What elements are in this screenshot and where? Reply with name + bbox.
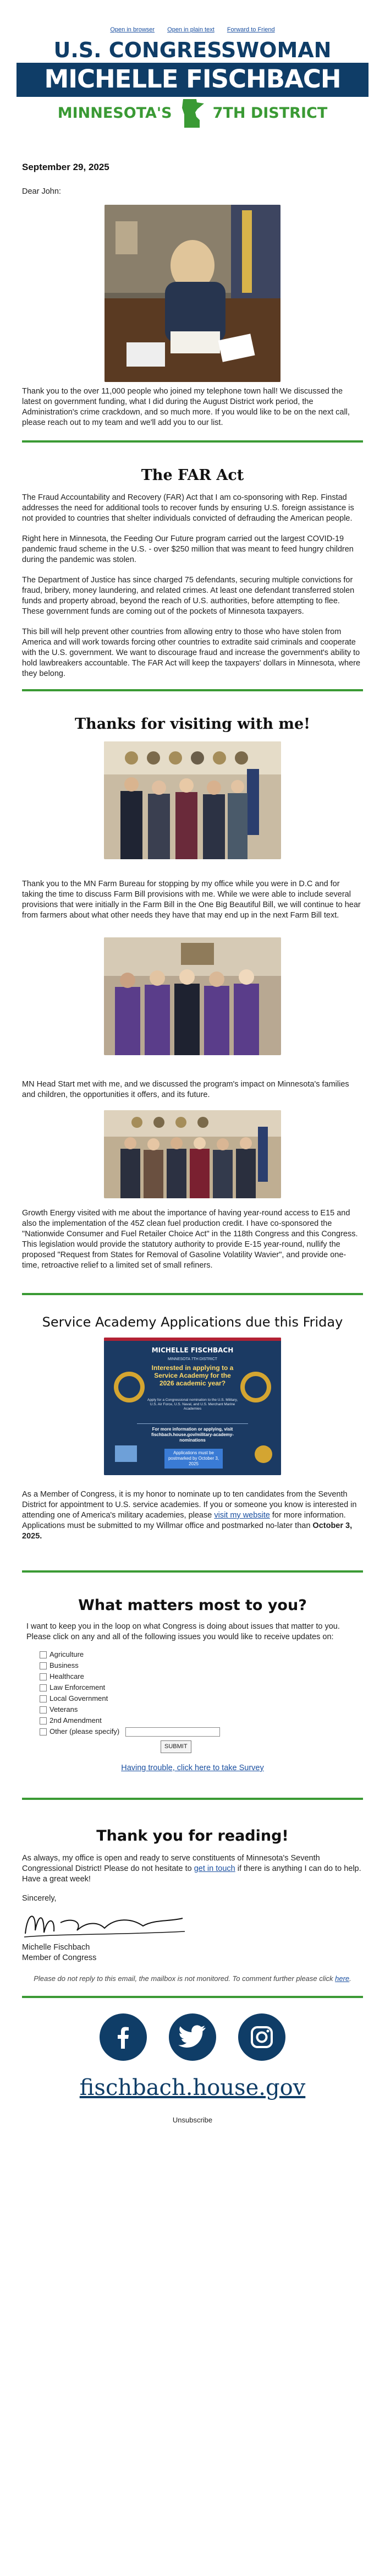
open-in-browser-link[interactable]: Open in browser bbox=[110, 26, 155, 33]
other-issue-input[interactable] bbox=[125, 1727, 220, 1737]
masthead bbox=[16, 39, 369, 130]
facebook-icon[interactable] bbox=[100, 2013, 147, 2061]
main-content bbox=[0, 162, 385, 1998]
far-act-paragraph-4: This bill will help prevent other countries from allowing entry to those who have stolen from America and will work towards forcing other countries to extradite said criminals and cooperate with the U.S. government. We want to discourage fraud and increase the government's ability to hold lawbreakers accountable. The FAR Act will keep the taxpayers' dollars in Minnesota, where they belong. bbox=[22, 627, 361, 678]
instagram-icon[interactable] bbox=[238, 2013, 285, 2061]
far-act-paragraph-3: The Department of Justice has since charged 75 defendants, securing multiple convictions for fraud, bribery, money laundering, and related crimes. At least one defendant transferred stolen funds and property abroad, beyond the reach of U.S. authorities, before attempting to flee. These government funds are coming out of the pockets of Minnesota taxpayers. bbox=[22, 576, 355, 616]
minnesota-map-icon bbox=[180, 98, 205, 129]
flyer-subtitle: MINNESOTA 7TH DISTRICT bbox=[167, 1357, 218, 1361]
survey-option bbox=[40, 1704, 363, 1715]
survey-checkbox[interactable] bbox=[40, 1651, 47, 1658]
survey-option bbox=[40, 1671, 363, 1682]
survey-option-label: Business bbox=[50, 1661, 79, 1669]
farm-bureau-paragraph: Thank you to the MN Farm Bureau for stopping by my office while you were in D.C and for taking the time to discuss Farm Bill provisions with me. While we were able to include several provisions that were initially in the Farm Bill in the One Big Beautiful Bill, we will continue to hear from farmers about what other needs they have that may end up in the next Farm Bill text. bbox=[22, 880, 361, 920]
academy-deadline-date: October 3, 2025. bbox=[22, 1521, 353, 1541]
survey-checkbox[interactable] bbox=[40, 1728, 47, 1735]
sincerely: Sincerely, bbox=[22, 1894, 57, 1903]
masthead-district bbox=[16, 97, 369, 130]
social-links bbox=[0, 2013, 385, 2061]
greeting: Dear John: bbox=[22, 187, 61, 196]
survey-option bbox=[40, 1660, 363, 1671]
survey-option-label: Healthcare bbox=[50, 1672, 84, 1680]
survey-checkbox[interactable] bbox=[40, 1662, 47, 1669]
masthead-title: U.S. CONGRESSWOMAN bbox=[53, 38, 332, 62]
far-act-title: The FAR Act bbox=[141, 467, 244, 484]
get-in-touch-link[interactable]: get in touch bbox=[194, 1864, 235, 1873]
survey-option bbox=[40, 1726, 363, 1737]
flyer-headline: Interested in applying to a Service Academy for the 2026 academic year? bbox=[151, 1364, 234, 1387]
no-reply-text: Please do not reply to this email, the mailbox is not monitored. To comment further please click bbox=[34, 1974, 336, 1983]
closing-text-b: if there is anything I can do to help. Have a great week! bbox=[22, 1864, 361, 1884]
survey-option bbox=[40, 1693, 363, 1704]
visiting-title: Thanks for visiting with me! bbox=[74, 716, 311, 733]
masthead-name: MICHELLE FISCHBACH bbox=[16, 63, 369, 97]
no-reply-note bbox=[22, 1973, 363, 1984]
survey-checkbox[interactable] bbox=[40, 1706, 47, 1713]
closing-text-a: As always, my office is open and ready to serve constituents of Minnesota's Seventh Congressional District! Please do not hesitate to bbox=[22, 1854, 320, 1873]
academy-website-link[interactable]: visit my website bbox=[214, 1511, 270, 1520]
survey-option bbox=[40, 1682, 363, 1693]
survey-trouble-link[interactable]: Having trouble, click here to take Survey bbox=[121, 1764, 264, 1772]
survey-option-label: 2nd Amendment bbox=[50, 1716, 102, 1724]
survey-option-label: Agriculture bbox=[50, 1650, 84, 1658]
flyer-deadline: Applications must be postmarked by October 3, 2025 bbox=[164, 1449, 223, 1469]
telephone-town-hall-photo bbox=[105, 205, 280, 382]
survey-checkbox[interactable] bbox=[40, 1717, 47, 1724]
growth-energy-paragraph: Growth Energy visited with me about the importance of having year-round access to E15 and also the implementation of the 45Z clean fuel production credit. I have co-sponsored the "Nationwide Consumer and Fuel Retailer Choice Act" in the 118th Congress and this Congress. This legislation would provide the statutory authority to provide E-15 year-round, nullify the proposed "Request from States for Removal of Gasoline Volatility Wavier", and provide one-time, retroactive relief to a limited set of small refiners. bbox=[22, 1209, 358, 1270]
section-divider bbox=[22, 1996, 363, 1998]
email-date: September 29, 2025 bbox=[22, 162, 109, 172]
intro-paragraph: Thank you to the over 11,000 people who joined my telephone town hall! We discussed the latest on government funding, what I did during the August District work period, the Administration's crime crackdown, and so much more. If you would like to be on the next call, please reach out to my team and we'll add you to our list. bbox=[22, 387, 350, 427]
no-reply-period: . bbox=[349, 1974, 351, 1983]
signer-role: Member of Congress bbox=[22, 1953, 97, 1962]
signer-name: Michelle Fischbach bbox=[22, 1943, 90, 1952]
academy-text-a: As a Member of Congress, it is my honor to nominate up to ten candidates from the Seventh District for appointment to U.S. service academies. If you or someone you know is interested in attending one of America's military academies, please bbox=[22, 1490, 357, 1520]
survey-checkbox[interactable] bbox=[40, 1684, 47, 1691]
far-act-paragraph-2: Right here in Minnesota, the Feeding Our Future program carried out the largest COVID-19 pandemic fraud scheme in the U.S. - over $250 million that was meant to feed hungry children during the pandemic was stolen. bbox=[22, 534, 354, 564]
comment-here-link[interactable]: here bbox=[335, 1974, 350, 1983]
academy-title: Service Academy Applications due this Friday bbox=[42, 1314, 343, 1330]
survey-option bbox=[40, 1649, 363, 1660]
survey-option-label: Law Enforcement bbox=[50, 1683, 106, 1691]
website-link[interactable]: fischbach.house.gov bbox=[79, 2075, 306, 2100]
top-links bbox=[0, 0, 385, 34]
closing-paragraph bbox=[22, 1853, 363, 1885]
head-start-paragraph: MN Head Start met with me, and we discussed the program's impact on Minnesota's families and children, the opportunities it offers, and its future. bbox=[22, 1080, 349, 1099]
flyer-name: MICHELLE FISCHBACH bbox=[151, 1346, 234, 1354]
farm-bureau-photo bbox=[104, 741, 281, 859]
far-act-paragraph-1: The Fraud Accountability and Recovery (FAR) Act that I am co-sponsoring with Rep. Finstad addresses the need for additional tools to recover funds by ensuring U.S. foreign assistance is not provided to countries that shelter individuals convicted of defrauding the American people. bbox=[22, 493, 354, 523]
survey-checkbox[interactable] bbox=[40, 1673, 47, 1680]
academy-flyer bbox=[104, 1338, 281, 1475]
survey-option bbox=[40, 1715, 363, 1726]
growth-energy-photo bbox=[104, 1110, 281, 1198]
survey-option-label: Local Government bbox=[50, 1694, 108, 1702]
signature-image bbox=[22, 1906, 187, 1941]
masthead-state: MINNESOTA'S bbox=[57, 105, 172, 122]
academy-text-b: for more information. Applications must be submitted to my Willmar office and postmarked no-later than bbox=[22, 1511, 346, 1530]
unsubscribe-link[interactable]: Unsubscribe bbox=[172, 2116, 213, 2124]
survey-intro: I want to keep you in the loop on what Congress is doing about issues that matter to you. Please click on any and all of the following issues you would like to receive updates on: bbox=[26, 1622, 340, 1641]
survey-title: What matters most to you? bbox=[78, 1597, 307, 1614]
closing-title: Thank you for reading! bbox=[96, 1827, 289, 1844]
survey-submit-button[interactable]: SUBMIT bbox=[161, 1740, 191, 1753]
academy-paragraph bbox=[22, 1489, 363, 1542]
open-plain-text-link[interactable]: Open in plain text bbox=[167, 26, 215, 33]
masthead-district-number: 7TH DISTRICT bbox=[212, 105, 328, 122]
survey-option-label: Veterans bbox=[50, 1705, 78, 1713]
flyer-more-info: For more information or applying, visit fischbach.house.gov/military-academy-nominations bbox=[151, 1427, 234, 1443]
flyer-details: Apply for a Congressional nomination to the U.S. Military, U.S. Air Force, U.S. Naval, and U.S. Merchant Marine Academies bbox=[147, 1398, 238, 1411]
twitter-icon[interactable] bbox=[169, 2013, 216, 2061]
survey-option-label: Other (please specify) bbox=[50, 1727, 120, 1735]
survey-checkbox[interactable] bbox=[40, 1695, 47, 1702]
survey-options bbox=[40, 1649, 363, 1737]
head-start-photo bbox=[104, 937, 281, 1055]
forward-to-friend-link[interactable]: Forward to Friend bbox=[227, 26, 275, 33]
